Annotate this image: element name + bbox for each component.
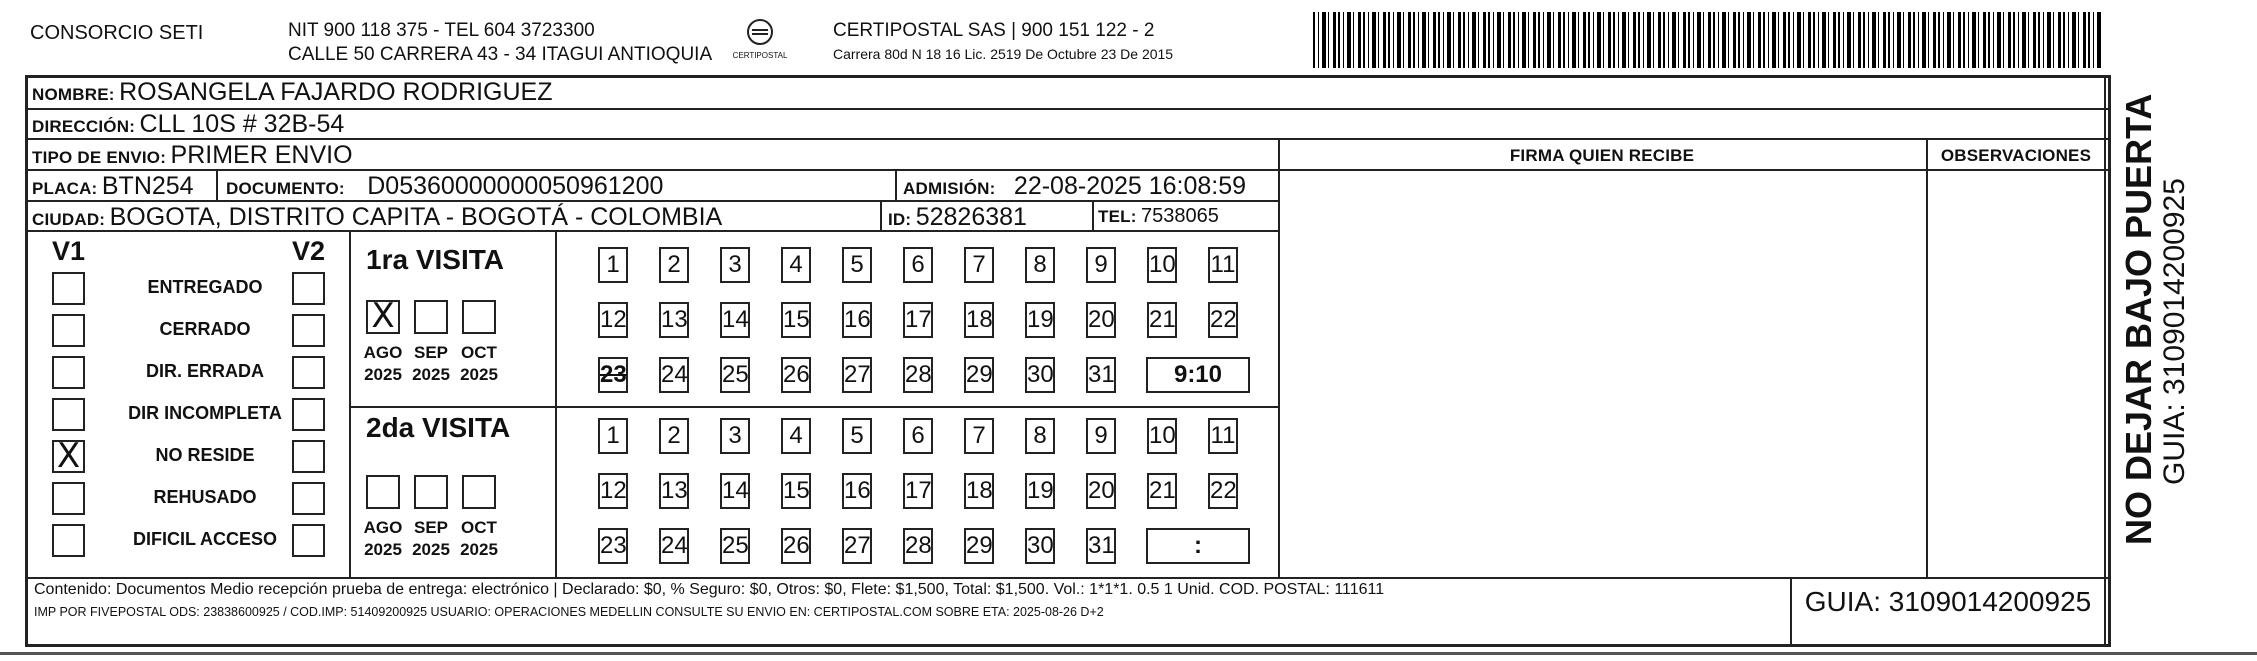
direccion-value: CLL 10S # 32B-54 — [139, 110, 345, 138]
side-guia: GUIA: 3109014200925 — [2158, 178, 2191, 485]
month-checkbox[interactable] — [366, 475, 400, 509]
day-box[interactable]: 21 — [1147, 302, 1177, 338]
time-box[interactable]: : — [1146, 528, 1250, 564]
day-box[interactable]: 15 — [781, 302, 811, 338]
day-box[interactable]: 23 — [598, 357, 628, 393]
day-box[interactable]: 25 — [720, 357, 750, 393]
nombre-value: ROSANGELA FAJARDO RODRIGUEZ — [119, 78, 553, 106]
v2-checkbox[interactable] — [292, 314, 325, 347]
month-label: SEP — [413, 343, 449, 362]
direccion-row — [32, 110, 344, 139]
placa-value: BTN254 — [101, 172, 194, 200]
company-name: CONSORCIO SETI — [30, 22, 204, 44]
nit-line: NIT 900 118 375 - TEL 604 3723300 — [288, 20, 595, 41]
day-box[interactable]: 10 — [1147, 418, 1177, 454]
documento-value: D05360000000050961200 — [367, 172, 664, 200]
placa-cell — [32, 172, 194, 201]
day-box[interactable]: 22 — [1208, 302, 1238, 338]
v2-checkbox[interactable] — [292, 524, 325, 557]
day-box[interactable]: 23 — [598, 528, 628, 564]
month-label: AGO — [363, 518, 403, 537]
admision-value: 22-08-2025 16:08:59 — [1013, 172, 1247, 200]
day-box[interactable]: 18 — [964, 302, 994, 338]
day-box[interactable]: 3 — [720, 418, 750, 454]
status-reason-label: ENTREGADO — [147, 277, 263, 297]
day-box[interactable]: 11 — [1208, 247, 1238, 283]
month-checkbox[interactable] — [462, 300, 496, 334]
day-box[interactable]: 6 — [903, 247, 933, 283]
day-box[interactable]: 15 — [781, 473, 811, 509]
observaciones-header: OBSERVACIONES — [1940, 146, 2092, 165]
ciudad-label: CIUDAD: — [32, 210, 106, 229]
day-box[interactable]: 20 — [1086, 302, 1116, 338]
certipostal-logo-icon — [743, 18, 777, 46]
day-box[interactable]: 24 — [659, 528, 689, 564]
month-checkbox[interactable] — [414, 300, 448, 334]
documento-label: DOCUMENTO: — [226, 179, 345, 198]
day-box[interactable]: 20 — [1086, 473, 1116, 509]
v2-checkbox[interactable] — [292, 440, 325, 473]
v1-header: V1 — [52, 236, 86, 266]
month-year: 2025 — [460, 540, 498, 559]
day-box[interactable]: 12 — [598, 302, 628, 338]
v2-checkbox[interactable] — [292, 398, 325, 431]
day-box[interactable]: 30 — [1025, 528, 1055, 564]
day-box[interactable]: 26 — [781, 357, 811, 393]
day-box[interactable]: 14 — [720, 473, 750, 509]
day-box[interactable]: 1 — [598, 418, 628, 454]
day-box[interactable]: 14 — [720, 302, 750, 338]
day-box[interactable]: 7 — [964, 247, 994, 283]
day-box[interactable]: 28 — [903, 528, 933, 564]
v2-checkbox[interactable] — [292, 272, 325, 305]
v1-checkbox[interactable] — [52, 482, 85, 515]
day-box[interactable]: 8 — [1025, 418, 1055, 454]
admision-label: ADMISIÓN: — [903, 179, 996, 198]
month-checkbox[interactable]: X — [366, 300, 400, 334]
day-box[interactable]: 28 — [903, 357, 933, 393]
day-box[interactable]: 3 — [720, 247, 750, 283]
direccion-label: DIRECCIÓN: — [32, 117, 136, 136]
id-cell — [888, 203, 1027, 232]
v1-checkbox[interactable] — [52, 524, 85, 557]
nombre-label: NOMBRE: — [32, 85, 115, 104]
v1-checkbox[interactable] — [52, 314, 85, 347]
day-box[interactable]: 27 — [842, 528, 872, 564]
day-box[interactable]: 2 — [659, 247, 689, 283]
day-box[interactable]: 13 — [659, 473, 689, 509]
certipostal-logo — [730, 18, 790, 68]
day-box[interactable]: 9 — [1086, 418, 1116, 454]
time-box[interactable]: 9:10 — [1146, 357, 1250, 393]
day-box[interactable]: 24 — [659, 357, 689, 393]
firma-header: FIRMA QUIEN RECIBE — [1509, 146, 1695, 165]
documento-cell — [226, 172, 663, 201]
day-box[interactable]: 25 — [720, 528, 750, 564]
v1-checkbox[interactable] — [52, 398, 85, 431]
day-box[interactable]: 22 — [1208, 473, 1238, 509]
day-box[interactable]: 4 — [781, 247, 811, 283]
admision-cell — [903, 172, 1246, 201]
day-box[interactable]: 21 — [1147, 473, 1177, 509]
id-label: ID: — [888, 210, 912, 229]
month-label: SEP — [413, 518, 449, 537]
day-box[interactable]: 9 — [1086, 247, 1116, 283]
signature-area[interactable] — [1282, 172, 1924, 575]
status-reason-label: DIR. ERRADA — [145, 361, 264, 381]
v1-checkbox[interactable]: X — [52, 440, 85, 473]
day-box[interactable]: 6 — [903, 418, 933, 454]
logo-text: CERTIPOSTAL — [732, 51, 788, 60]
ciudad-value: BOGOTA, DISTRITO CAPITA - BOGOTÁ - COLOMBIA — [109, 203, 723, 231]
tel-label: TEL: — [1098, 207, 1137, 226]
month-year: 2025 — [412, 365, 450, 384]
day-box[interactable]: 30 — [1025, 357, 1055, 393]
tipo-row — [32, 141, 353, 170]
day-box[interactable]: 12 — [598, 473, 628, 509]
day-box[interactable]: 29 — [964, 528, 994, 564]
second-visit-title: 2da VISITA — [366, 412, 511, 443]
barcode — [1313, 12, 2103, 68]
day-box[interactable]: 18 — [964, 473, 994, 509]
day-box[interactable]: 7 — [964, 418, 994, 454]
tel-value: 7538065 — [1141, 205, 1219, 227]
month-label: OCT — [461, 343, 497, 362]
status-reason-label: REHUSADO — [153, 487, 257, 507]
certipostal-line2: Carrera 80d N 18 16 Lic. 2519 De Octubre 23 De 2015 — [833, 46, 1174, 62]
day-box[interactable]: 11 — [1208, 418, 1238, 454]
footer-imp: IMP POR FIVEPOSTAL ODS: 23838600925 / COD.IMP: 51409200925 USUARIO: OPERACIONES MEDELLIN CONSULTE SU ENVIO EN: CERTIPOSTAL.COM SOBRE ETA: 2025-08-26 D+2 — [34, 605, 1104, 619]
status-reason-label: NO RESIDE — [155, 445, 255, 465]
day-box[interactable]: 8 — [1025, 247, 1055, 283]
status-reason-label: DIFICIL ACCESO — [132, 529, 277, 549]
first-visit-title: 1ra VISITA — [366, 244, 504, 275]
day-box[interactable]: 4 — [781, 418, 811, 454]
day-box[interactable]: 10 — [1147, 247, 1177, 283]
v2-header: V2 — [292, 236, 326, 266]
side-warning: NO DEJAR BAJO PUERTA — [2118, 93, 2159, 545]
day-box[interactable]: 29 — [964, 357, 994, 393]
status-reason-label: DIR INCOMPLETA — [128, 403, 282, 423]
day-box[interactable]: 5 — [842, 247, 872, 283]
month-checkbox[interactable] — [462, 475, 496, 509]
day-box[interactable]: 2 — [659, 418, 689, 454]
month-year: 2025 — [364, 365, 402, 384]
v2-checkbox[interactable] — [292, 356, 325, 389]
day-box[interactable]: 31 — [1086, 528, 1116, 564]
certipostal-line1: CERTIPOSTAL SAS | 900 151 122 - 2 — [833, 20, 1155, 41]
day-box[interactable]: 17 — [903, 473, 933, 509]
day-box[interactable]: 17 — [903, 302, 933, 338]
v2-checkbox[interactable] — [292, 482, 325, 515]
footer-guia: GUIA: 3109014200925 — [1804, 586, 2092, 617]
month-year: 2025 — [364, 540, 402, 559]
ciudad-cell — [32, 203, 722, 232]
status-reason-label: CERRADO — [159, 319, 251, 339]
nombre-row — [32, 78, 553, 107]
day-box[interactable]: 13 — [659, 302, 689, 338]
day-box[interactable]: 19 — [1025, 473, 1055, 509]
footer-contenido: Contenido: Documentos Medio recepción prueba de entrega: electrónico | Declarado: $0, % Seguro: $0, Otros: $0, Flete: $1,500, Total: $1,500. Vol.: 1*1*1. 0.5 1 Unid. COD. POSTAL: 111611 — [34, 581, 1385, 598]
v1-checkbox[interactable] — [52, 272, 85, 305]
day-box[interactable]: 5 — [842, 418, 872, 454]
month-label: OCT — [461, 518, 497, 537]
day-box[interactable]: 31 — [1086, 357, 1116, 393]
tel-cell — [1098, 205, 1219, 228]
day-box[interactable]: 1 — [598, 247, 628, 283]
day-box[interactable]: 16 — [842, 473, 872, 509]
month-label: AGO — [363, 343, 403, 362]
id-value: 52826381 — [915, 203, 1027, 231]
day-box[interactable]: 27 — [842, 357, 872, 393]
day-box[interactable]: 16 — [842, 302, 872, 338]
placa-label: PLACA: — [32, 179, 98, 198]
address-line: CALLE 50 CARRERA 43 - 34 ITAGUI ANTIOQUIA — [288, 44, 713, 65]
observations-area[interactable] — [1930, 172, 2102, 575]
month-checkbox[interactable] — [414, 475, 448, 509]
day-box[interactable]: 26 — [781, 528, 811, 564]
month-year: 2025 — [412, 540, 450, 559]
month-year: 2025 — [460, 365, 498, 384]
tipo-label: TIPO DE ENVIO: — [32, 148, 167, 167]
tipo-value: PRIMER ENVIO — [170, 141, 353, 169]
day-box[interactable]: 19 — [1025, 302, 1055, 338]
v1-checkbox[interactable] — [52, 356, 85, 389]
